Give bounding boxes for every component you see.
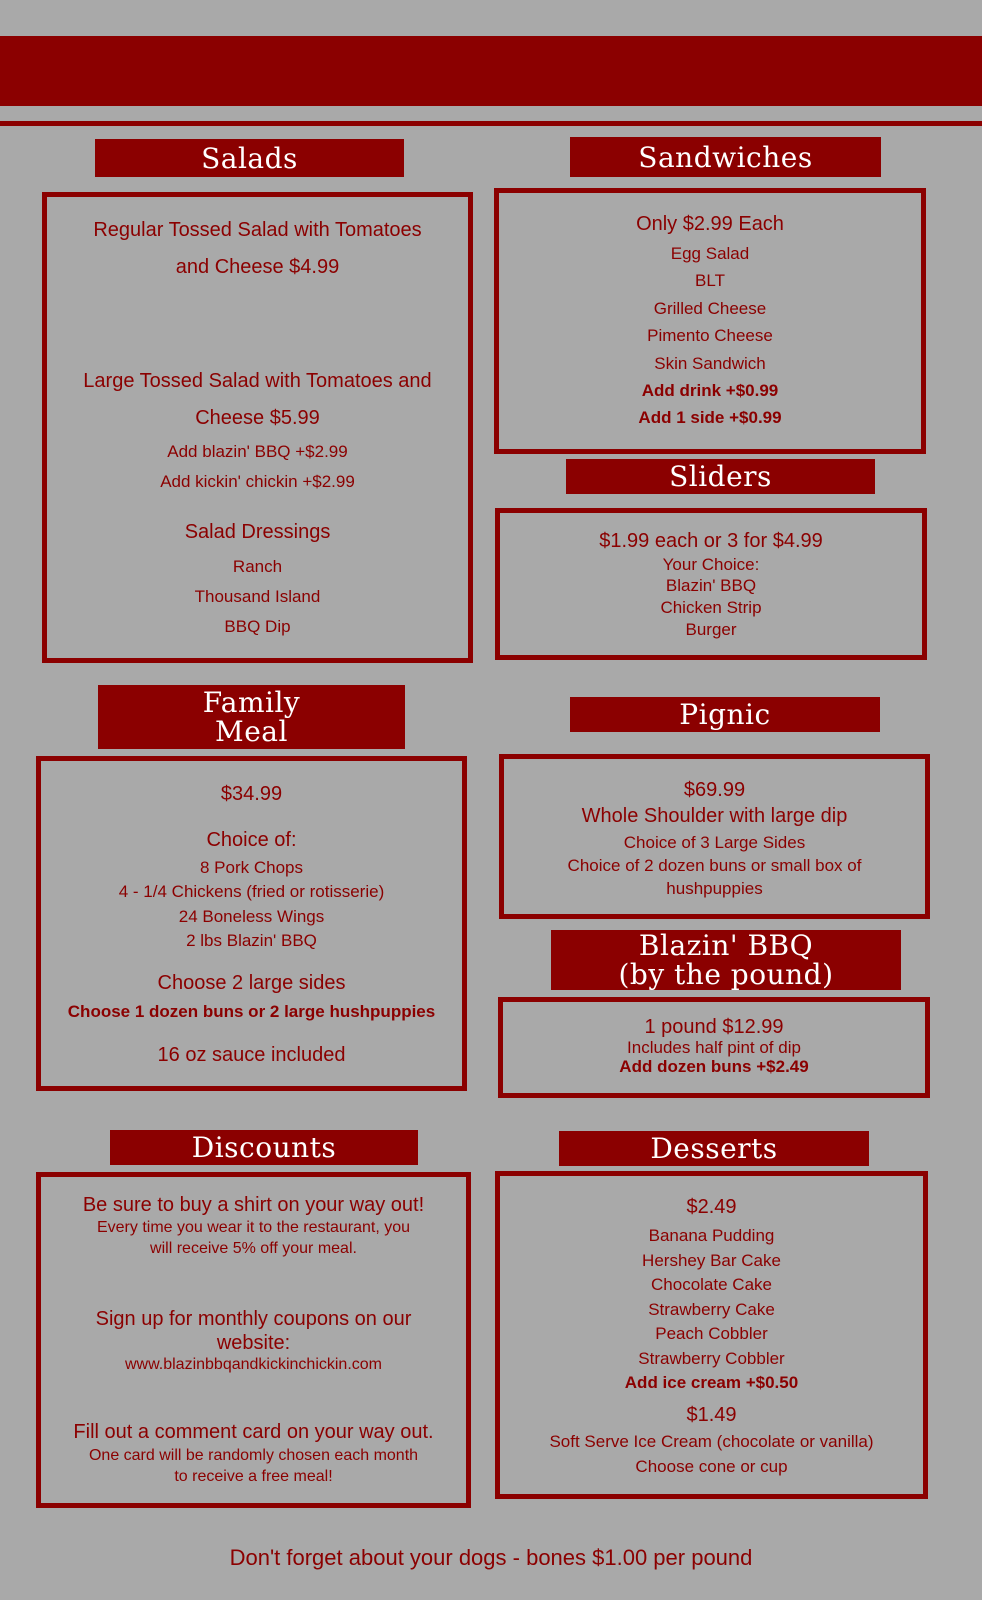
- discount-heading: Sign up for monthly coupons on our: [95, 1308, 412, 1330]
- sliders-heading: Sliders: [566, 459, 875, 494]
- menu-addon: Add blazin' BBQ +$2.99: [167, 442, 348, 461]
- menu-item: Banana Pudding: [648, 1226, 775, 1245]
- menu-item: Choice of 3 Large Sides: [623, 833, 806, 852]
- desserts-panel: [495, 1171, 928, 1499]
- menu-item: Cheese $5.99: [195, 407, 320, 429]
- menu-item: Large Tossed Salad with Tomatoes and: [83, 370, 432, 392]
- menu-item: Peach Cobbler: [655, 1324, 768, 1343]
- menu-item: Strawberry Cobbler: [638, 1349, 785, 1368]
- menu-subheading: Salad Dressings: [184, 521, 331, 543]
- menu-subheading: Only $2.99 Each: [636, 213, 784, 235]
- menu-item: Choose cone or cup: [635, 1457, 788, 1476]
- sliders-panel: [495, 508, 927, 660]
- menu-item: 16 oz sauce included: [157, 1044, 346, 1066]
- menu-addon: Add dozen buns +$2.49: [619, 1057, 809, 1076]
- menu-addon: Add kickin' chickin +$2.99: [160, 472, 355, 491]
- menu-addon: Add drink +$0.99: [641, 381, 779, 400]
- menu-item: Blazin' BBQ: [665, 576, 757, 595]
- blazin-bbq-heading: [551, 930, 901, 990]
- family-meal-panel: [36, 756, 467, 1091]
- pignic-heading: Pignic: [570, 697, 880, 732]
- menu-item: Choice of 2 dozen buns or small box of: [567, 856, 862, 875]
- menu-item: hushpuppies: [666, 879, 763, 898]
- menu-item: Strawberry Cake: [648, 1300, 775, 1319]
- menu-item: Choose 1 dozen buns or 2 large hushpuppies: [67, 1002, 436, 1021]
- menu-item: 24 Boneless Wings: [178, 907, 325, 926]
- family-meal-heading-line1: Family: [202, 686, 301, 719]
- blazin-bbq-heading-line2: (by the pound): [618, 958, 834, 991]
- sandwiches-heading: Sandwiches: [570, 137, 881, 177]
- menu-item: BBQ Dip: [224, 617, 291, 636]
- menu-item: Hershey Bar Cake: [642, 1251, 781, 1270]
- discount-text: to receive a free meal!: [174, 1468, 333, 1485]
- menu-item: Your Choice:: [662, 555, 760, 574]
- blazin-bbq-panel: [498, 997, 930, 1098]
- discount-text: Every time you wear it to the restaurant, you: [96, 1219, 411, 1236]
- menu-item: Includes half pint of dip: [627, 1038, 801, 1057]
- salads-heading: Salads: [95, 139, 404, 177]
- menu-addon: Add 1 side +$0.99: [638, 408, 782, 427]
- menu-item: Skin Sandwich: [654, 354, 766, 373]
- menu-item: Thousand Island: [194, 587, 321, 606]
- menu-item: 8 Pork Chops: [200, 858, 303, 877]
- website-url: www.blazinbbqandkickinchickin.com: [124, 1356, 382, 1373]
- discounts-panel: [36, 1172, 471, 1508]
- menu-item: Grilled Cheese: [653, 299, 767, 318]
- sandwiches-panel: [494, 188, 926, 454]
- family-meal-heading-line2: Meal: [215, 715, 288, 748]
- menu-item: and Cheese $4.99: [175, 256, 340, 278]
- menu-item: 2 lbs Blazin' BBQ: [186, 931, 317, 950]
- menu-item: Pimento Cheese: [647, 326, 773, 345]
- salads-panel: [42, 192, 473, 663]
- menu-item: Chicken Strip: [660, 598, 762, 617]
- discount-heading: website:: [216, 1332, 291, 1354]
- menu-item: 4 - 1/4 Chickens (fried or rotisserie): [118, 882, 385, 901]
- pignic-panel: [499, 754, 930, 919]
- menu-subheading: Choose 2 large sides: [157, 972, 346, 994]
- menu-addon: Add ice cream +$0.50: [624, 1373, 799, 1392]
- menu-subheading: $1.99 each or 3 for $4.99: [599, 530, 823, 552]
- menu-price: $69.99: [683, 779, 746, 801]
- desserts-heading: Desserts: [559, 1131, 869, 1166]
- discount-heading: Be sure to buy a shirt on your way out!: [82, 1194, 425, 1216]
- menu-subheading: Whole Shoulder with large dip: [581, 805, 848, 827]
- menu-item: Soft Serve Ice Cream (chocolate or vanilla): [549, 1432, 874, 1451]
- menu-item: BLT: [695, 271, 725, 290]
- discount-text: will receive 5% off your meal.: [150, 1240, 357, 1257]
- menu-price: 1 pound $12.99: [644, 1016, 784, 1038]
- menu-price: $2.49: [686, 1196, 737, 1218]
- discount-heading: Fill out a comment card on your way out.: [73, 1421, 434, 1443]
- header-divider: [0, 121, 982, 126]
- footer-note: Don't forget about your dogs - bones $1.00 per pound: [229, 1545, 753, 1570]
- blazin-bbq-heading-line1: Blazin' BBQ: [638, 929, 814, 962]
- menu-subheading: Choice of:: [206, 829, 297, 851]
- discount-text: One card will be randomly chosen each month: [88, 1447, 419, 1464]
- menu-item: Burger: [685, 620, 737, 639]
- family-meal-heading: [98, 685, 405, 749]
- menu-item: Chocolate Cake: [651, 1275, 772, 1294]
- menu-price: $1.49: [686, 1404, 737, 1426]
- menu-item: Egg Salad: [670, 244, 750, 263]
- header-banner: [0, 36, 982, 106]
- menu-item: Regular Tossed Salad with Tomatoes: [93, 219, 422, 241]
- menu-item: Ranch: [232, 557, 283, 576]
- discounts-heading: Discounts: [110, 1130, 418, 1165]
- menu-price: $34.99: [220, 783, 283, 805]
